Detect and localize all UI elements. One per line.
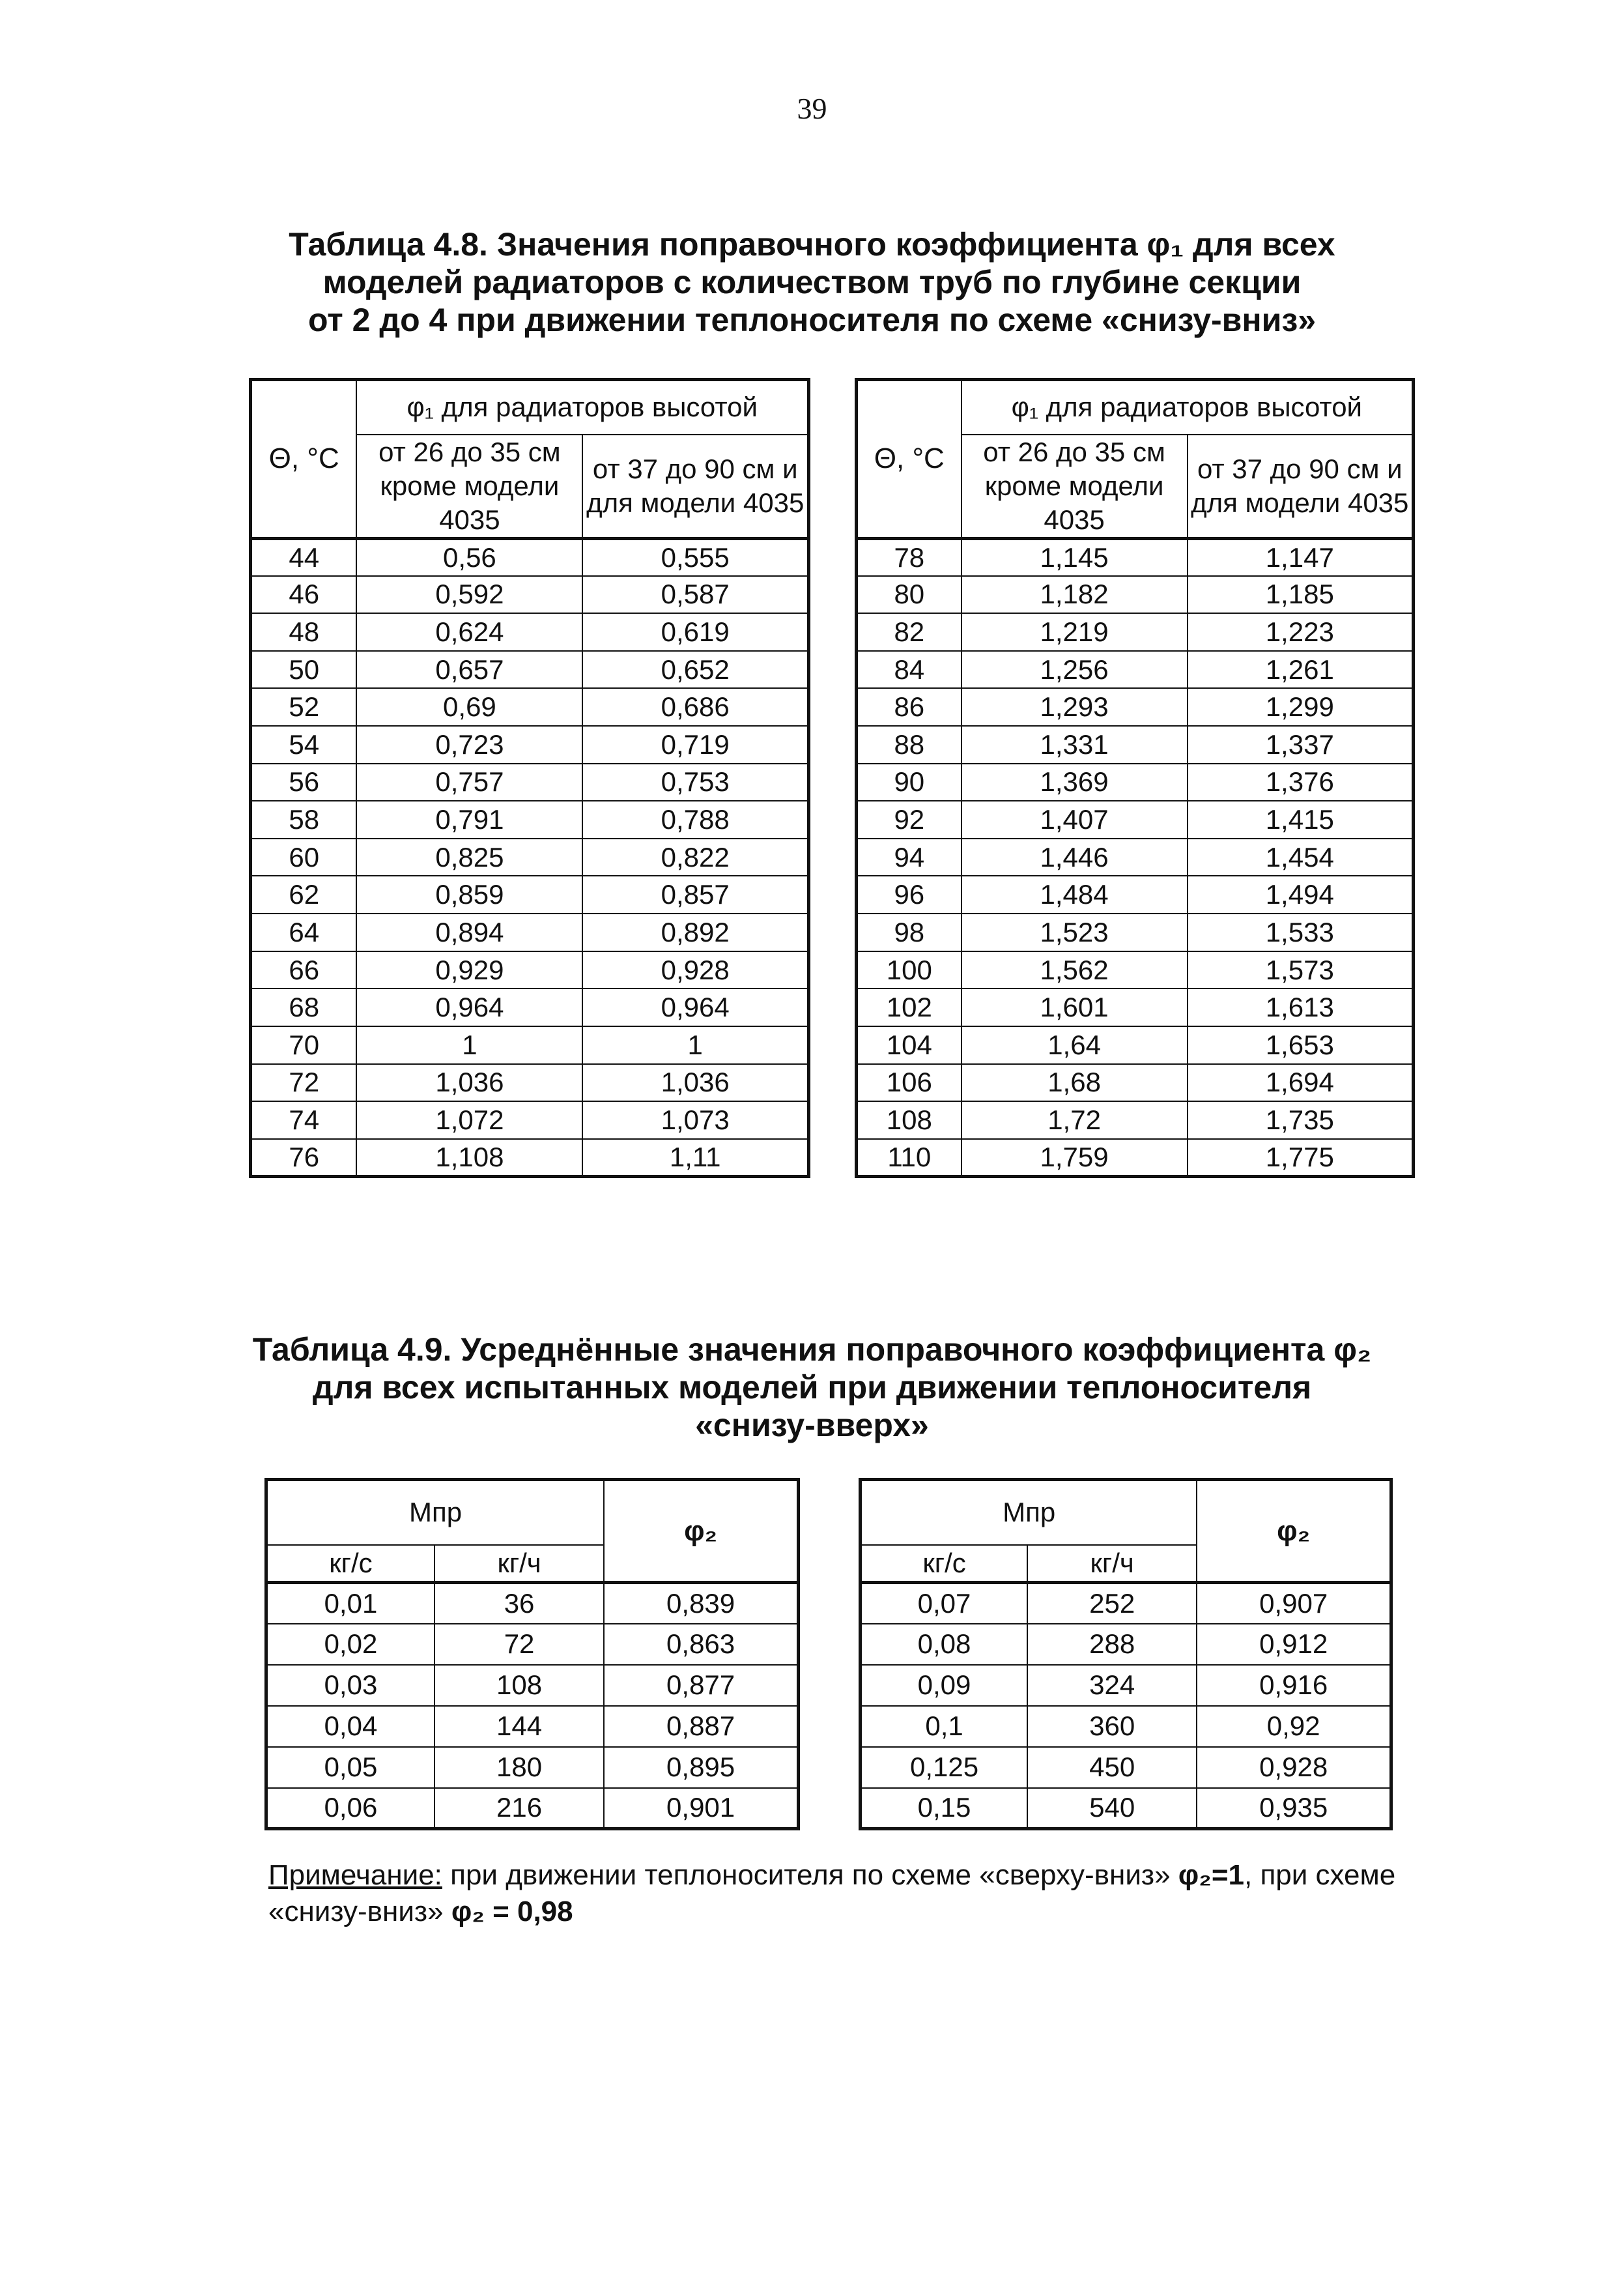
- unit-kg-per-h-header: кг/ч: [1027, 1545, 1197, 1583]
- table-cell-key: 54: [251, 726, 357, 764]
- table-cell-value-a: 324: [1027, 1665, 1197, 1706]
- table-cell-value-b: 1,694: [1188, 1064, 1414, 1102]
- table-cell-value-b: 1,376: [1188, 764, 1414, 801]
- table-cell-value-b: 0,652: [582, 651, 808, 689]
- table-row: [251, 1026, 809, 1064]
- table-row: [861, 1706, 1391, 1747]
- table-4-8-right: [855, 378, 1415, 1178]
- table-cell-value-a: 1,036: [356, 1064, 582, 1102]
- caption-line: моделей радиаторов с количеством труб по глубине секции: [322, 264, 1302, 300]
- table-cell-key: 0,05: [266, 1747, 434, 1788]
- table-cell-value-a: 1,562: [962, 951, 1188, 989]
- table-cell-value-b: 1,185: [1188, 576, 1414, 614]
- table-cell-value-a: 540: [1027, 1788, 1197, 1829]
- table-cell-key: 0,09: [861, 1665, 1028, 1706]
- mass-flow-header: Мпр: [861, 1480, 1197, 1545]
- table-row: [857, 951, 1414, 989]
- table-4-9-right: [859, 1478, 1393, 1830]
- table-row: [857, 839, 1414, 876]
- table-cell-value-a: 0,657: [356, 651, 582, 689]
- phi1-header: φ₁ для радиаторов высотой: [356, 380, 808, 435]
- table-row: [251, 876, 809, 914]
- table-cell-value-a: 360: [1027, 1706, 1197, 1747]
- table-row: [861, 1665, 1391, 1706]
- table-cell-value-b: 0,877: [604, 1665, 798, 1706]
- caption-line: «снизу-вверх»: [695, 1407, 929, 1443]
- table-cell-value-b: 0,935: [1197, 1788, 1391, 1829]
- table-cell-value-a: 1,293: [962, 688, 1188, 726]
- table-row: [266, 1788, 799, 1829]
- table-cell-value-a: 0,929: [356, 951, 582, 989]
- table-cell-value-b: 1,261: [1188, 651, 1414, 689]
- table-cell-value-b: 0,857: [582, 876, 808, 914]
- table-row: [251, 1139, 809, 1177]
- table-cell-value-b: 1,613: [1188, 988, 1414, 1026]
- table-cell-value-b: 0,619: [582, 613, 808, 651]
- table-cell-key: 98: [857, 914, 962, 951]
- table-cell-value-b: 0,895: [604, 1747, 798, 1788]
- table-cell-value-a: 72: [434, 1624, 604, 1665]
- table-cell-value-b: 0,912: [1197, 1624, 1391, 1665]
- table-row: [861, 1583, 1391, 1624]
- note-text: , при схеме «снизу-вниз»: [268, 1859, 1396, 1927]
- table-row: [857, 764, 1414, 801]
- table-cell-value-b: 1,299: [1188, 688, 1414, 726]
- table-cell-value-a: 108: [434, 1665, 604, 1706]
- mass-flow-header: Мпр: [266, 1480, 605, 1545]
- unit-kg-per-h-header: кг/ч: [434, 1545, 604, 1583]
- table-cell-value-b: 0,753: [582, 764, 808, 801]
- table-cell-value-a: 1,523: [962, 914, 1188, 951]
- table-cell-value-a: 216: [434, 1788, 604, 1829]
- table-row: [251, 988, 809, 1026]
- phi1-header: φ₁ для радиаторов высотой: [962, 380, 1414, 435]
- table-cell-key: 0,1: [861, 1706, 1028, 1747]
- table-cell-key: 82: [857, 613, 962, 651]
- note-label: Примечание:: [268, 1859, 442, 1891]
- table-cell-value-b: 1,775: [1188, 1139, 1414, 1177]
- table-cell-value-a: 1: [356, 1026, 582, 1064]
- table-4-9-left: [264, 1478, 800, 1830]
- table-cell-value-a: 0,964: [356, 988, 582, 1026]
- table-row: [251, 914, 809, 951]
- table-cell-value-a: 1,108: [356, 1139, 582, 1177]
- table-cell-value-b: 1,494: [1188, 876, 1414, 914]
- table-cell-value-b: 0,928: [582, 951, 808, 989]
- table-cell-value-b: 1,147: [1188, 538, 1414, 576]
- table-cell-value-a: 252: [1027, 1583, 1197, 1624]
- table-cell-value-a: 1,72: [962, 1101, 1188, 1139]
- table-cell-value-a: 1,64: [962, 1026, 1188, 1064]
- table-cell-value-b: 1,337: [1188, 726, 1414, 764]
- table-cell-key: 0,08: [861, 1624, 1028, 1665]
- table-row: [251, 951, 809, 989]
- table-cell-key: 104: [857, 1026, 962, 1064]
- table-row: [251, 538, 809, 576]
- table-cell-value-b: 1,073: [582, 1101, 808, 1139]
- table-cell-key: 78: [857, 538, 962, 576]
- note-text: при движении теплоносителя по схеме «сверху-вниз»: [442, 1859, 1178, 1891]
- table-cell-value-a: 0,56: [356, 538, 582, 576]
- table-cell-key: 92: [857, 801, 962, 839]
- table-row: [861, 1624, 1391, 1665]
- phi2-header: φ₂: [1197, 1480, 1391, 1583]
- table-row: [251, 651, 809, 689]
- height-range-a-header: от 26 до 35 см кроме модели 4035: [356, 435, 582, 539]
- table-cell-key: 50: [251, 651, 357, 689]
- table-cell-key: 0,125: [861, 1747, 1028, 1788]
- table-cell-key: 60: [251, 839, 357, 876]
- table-row: [251, 764, 809, 801]
- table-row: [857, 576, 1414, 614]
- table-cell-value-a: 1,759: [962, 1139, 1188, 1177]
- table-cell-value-b: 1,533: [1188, 914, 1414, 951]
- table-row: [857, 726, 1414, 764]
- table-cell-value-b: 0,839: [604, 1583, 798, 1624]
- table-cell-value-a: 0,825: [356, 839, 582, 876]
- table-cell-key: 108: [857, 1101, 962, 1139]
- table-cell-value-b: 1,573: [1188, 951, 1414, 989]
- caption-line: Таблица 4.8. Значения поправочного коэффициента φ₁ для всех: [289, 226, 1335, 263]
- table-cell-key: 52: [251, 688, 357, 726]
- theta-header: Θ, °C: [857, 380, 962, 539]
- table-cell-key: 62: [251, 876, 357, 914]
- table-cell-value-b: 0,964: [582, 988, 808, 1026]
- table-cell-value-a: 1,145: [962, 538, 1188, 576]
- table-row: [857, 538, 1414, 576]
- table-cell-value-a: 144: [434, 1706, 604, 1747]
- table-cell-value-b: 0,555: [582, 538, 808, 576]
- table-row: [266, 1583, 799, 1624]
- table-row: [266, 1706, 799, 1747]
- table-cell-value-b: 0,892: [582, 914, 808, 951]
- table-cell-key: 0,15: [861, 1788, 1028, 1829]
- table-row: [251, 726, 809, 764]
- table-cell-value-b: 0,928: [1197, 1747, 1391, 1788]
- table-row: [857, 876, 1414, 914]
- table-cell-value-a: 1,484: [962, 876, 1188, 914]
- table-cell-value-a: 450: [1027, 1747, 1197, 1788]
- table-cell-key: 94: [857, 839, 962, 876]
- table-row: [266, 1665, 799, 1706]
- footnote: [268, 1857, 1402, 1930]
- table-cell-value-a: 36: [434, 1583, 604, 1624]
- table-row: [266, 1747, 799, 1788]
- unit-kg-per-s-header: кг/с: [266, 1545, 434, 1583]
- caption-line: Таблица 4.9. Усреднённые значения поправочного коэффициента φ₂: [252, 1331, 1372, 1368]
- table-cell-key: 88: [857, 726, 962, 764]
- table-row: [861, 1788, 1391, 1829]
- table-cell-key: 80: [857, 576, 962, 614]
- table-cell-value-b: 1,653: [1188, 1026, 1414, 1064]
- table-cell-key: 0,04: [266, 1706, 434, 1747]
- caption-line: от 2 до 4 при движении теплоносителя по схеме «снизу-вниз»: [307, 302, 1317, 338]
- table-row: [857, 1026, 1414, 1064]
- table-4-9-caption: [0, 1331, 1624, 1444]
- phi2-header: φ₂: [604, 1480, 798, 1583]
- table-cell-value-b: 0,916: [1197, 1665, 1391, 1706]
- table-cell-value-a: 0,894: [356, 914, 582, 951]
- table-cell-value-b: 1,11: [582, 1139, 808, 1177]
- table-cell-key: 100: [857, 951, 962, 989]
- table-cell-value-a: 0,859: [356, 876, 582, 914]
- table-cell-value-a: 1,219: [962, 613, 1188, 651]
- table-cell-value-b: 1,223: [1188, 613, 1414, 651]
- table-cell-key: 64: [251, 914, 357, 951]
- table-cell-key: 66: [251, 951, 357, 989]
- table-cell-key: 110: [857, 1139, 962, 1177]
- table-cell-value-b: 0,887: [604, 1706, 798, 1747]
- table-cell-value-a: 1,407: [962, 801, 1188, 839]
- table-cell-key: 48: [251, 613, 357, 651]
- table-cell-value-a: 1,182: [962, 576, 1188, 614]
- table-cell-key: 58: [251, 801, 357, 839]
- table-cell-value-a: 1,601: [962, 988, 1188, 1026]
- table-cell-key: 96: [857, 876, 962, 914]
- height-range-b-header: от 37 до 90 см и для модели 4035: [1188, 435, 1414, 539]
- table-cell-key: 0,07: [861, 1583, 1028, 1624]
- table-cell-value-b: 1,735: [1188, 1101, 1414, 1139]
- table-row: [861, 1747, 1391, 1788]
- table-cell-value-b: 1,454: [1188, 839, 1414, 876]
- table-row: [857, 613, 1414, 651]
- table-cell-key: 0,03: [266, 1665, 434, 1706]
- page-number: 39: [797, 92, 827, 125]
- unit-kg-per-s-header: кг/с: [861, 1545, 1028, 1583]
- table-cell-value-b: 0,587: [582, 576, 808, 614]
- table-cell-value-b: 0,719: [582, 726, 808, 764]
- table-row: [251, 801, 809, 839]
- table-cell-key: 106: [857, 1064, 962, 1102]
- table-cell-value-a: 1,446: [962, 839, 1188, 876]
- note-phi2-top-down: φ₂=1: [1178, 1859, 1244, 1891]
- table-cell-key: 0,06: [266, 1788, 434, 1829]
- table-cell-key: 56: [251, 764, 357, 801]
- table-cell-value-a: 1,68: [962, 1064, 1188, 1102]
- table-4-8-left: [249, 378, 810, 1178]
- table-cell-value-a: 0,791: [356, 801, 582, 839]
- table-cell-value-b: 0,901: [604, 1788, 798, 1829]
- table-cell-value-b: 0,686: [582, 688, 808, 726]
- theta-header: Θ, °C: [251, 380, 357, 539]
- table-cell-value-a: 288: [1027, 1624, 1197, 1665]
- table-row: [857, 1139, 1414, 1177]
- table-cell-key: 46: [251, 576, 357, 614]
- table-cell-key: 70: [251, 1026, 357, 1064]
- table-row: [857, 988, 1414, 1026]
- table-cell-value-b: 1,036: [582, 1064, 808, 1102]
- table-row: [251, 576, 809, 614]
- table-cell-value-a: 1,369: [962, 764, 1188, 801]
- table-row: [857, 1064, 1414, 1102]
- table-cell-key: 72: [251, 1064, 357, 1102]
- table-cell-value-b: 0,907: [1197, 1583, 1391, 1624]
- height-range-a-header: от 26 до 35 см кроме модели 4035: [962, 435, 1188, 539]
- table-cell-value-b: 1: [582, 1026, 808, 1064]
- height-range-b-header: от 37 до 90 см и для модели 4035: [582, 435, 808, 539]
- table-cell-key: 74: [251, 1101, 357, 1139]
- table-row: [251, 688, 809, 726]
- note-phi2-bottom-down: φ₂ = 0,98: [451, 1896, 573, 1927]
- table-row: [251, 613, 809, 651]
- table-cell-key: 44: [251, 538, 357, 576]
- table-cell-value-a: 0,624: [356, 613, 582, 651]
- table-cell-value-b: 0,92: [1197, 1706, 1391, 1747]
- caption-line: для всех испытанных моделей при движении теплоносителя: [312, 1369, 1312, 1406]
- table-cell-key: 86: [857, 688, 962, 726]
- table-cell-value-a: 180: [434, 1747, 604, 1788]
- table-cell-key: 84: [857, 651, 962, 689]
- table-row: [857, 914, 1414, 951]
- table-cell-value-a: 1,256: [962, 651, 1188, 689]
- table-cell-key: 0,01: [266, 1583, 434, 1624]
- table-row: [857, 688, 1414, 726]
- table-cell-value-a: 1,072: [356, 1101, 582, 1139]
- table-cell-key: 76: [251, 1139, 357, 1177]
- table-cell-value-a: 1,331: [962, 726, 1188, 764]
- table-cell-key: 90: [857, 764, 962, 801]
- table-cell-key: 0,02: [266, 1624, 434, 1665]
- table-row: [857, 801, 1414, 839]
- table-cell-key: 68: [251, 988, 357, 1026]
- table-cell-value-a: 0,723: [356, 726, 582, 764]
- table-cell-value-a: 0,592: [356, 576, 582, 614]
- table-row: [266, 1624, 799, 1665]
- table-row: [251, 839, 809, 876]
- table-cell-value-a: 0,69: [356, 688, 582, 726]
- table-cell-value-b: 0,788: [582, 801, 808, 839]
- table-cell-value-b: 1,415: [1188, 801, 1414, 839]
- table-row: [857, 651, 1414, 689]
- table-cell-value-b: 0,863: [604, 1624, 798, 1665]
- table-cell-value-b: 0,822: [582, 839, 808, 876]
- table-row: [857, 1101, 1414, 1139]
- table-4-8-caption: [0, 225, 1624, 339]
- table-cell-value-a: 0,757: [356, 764, 582, 801]
- table-cell-key: 102: [857, 988, 962, 1026]
- table-row: [251, 1064, 809, 1102]
- table-row: [251, 1101, 809, 1139]
